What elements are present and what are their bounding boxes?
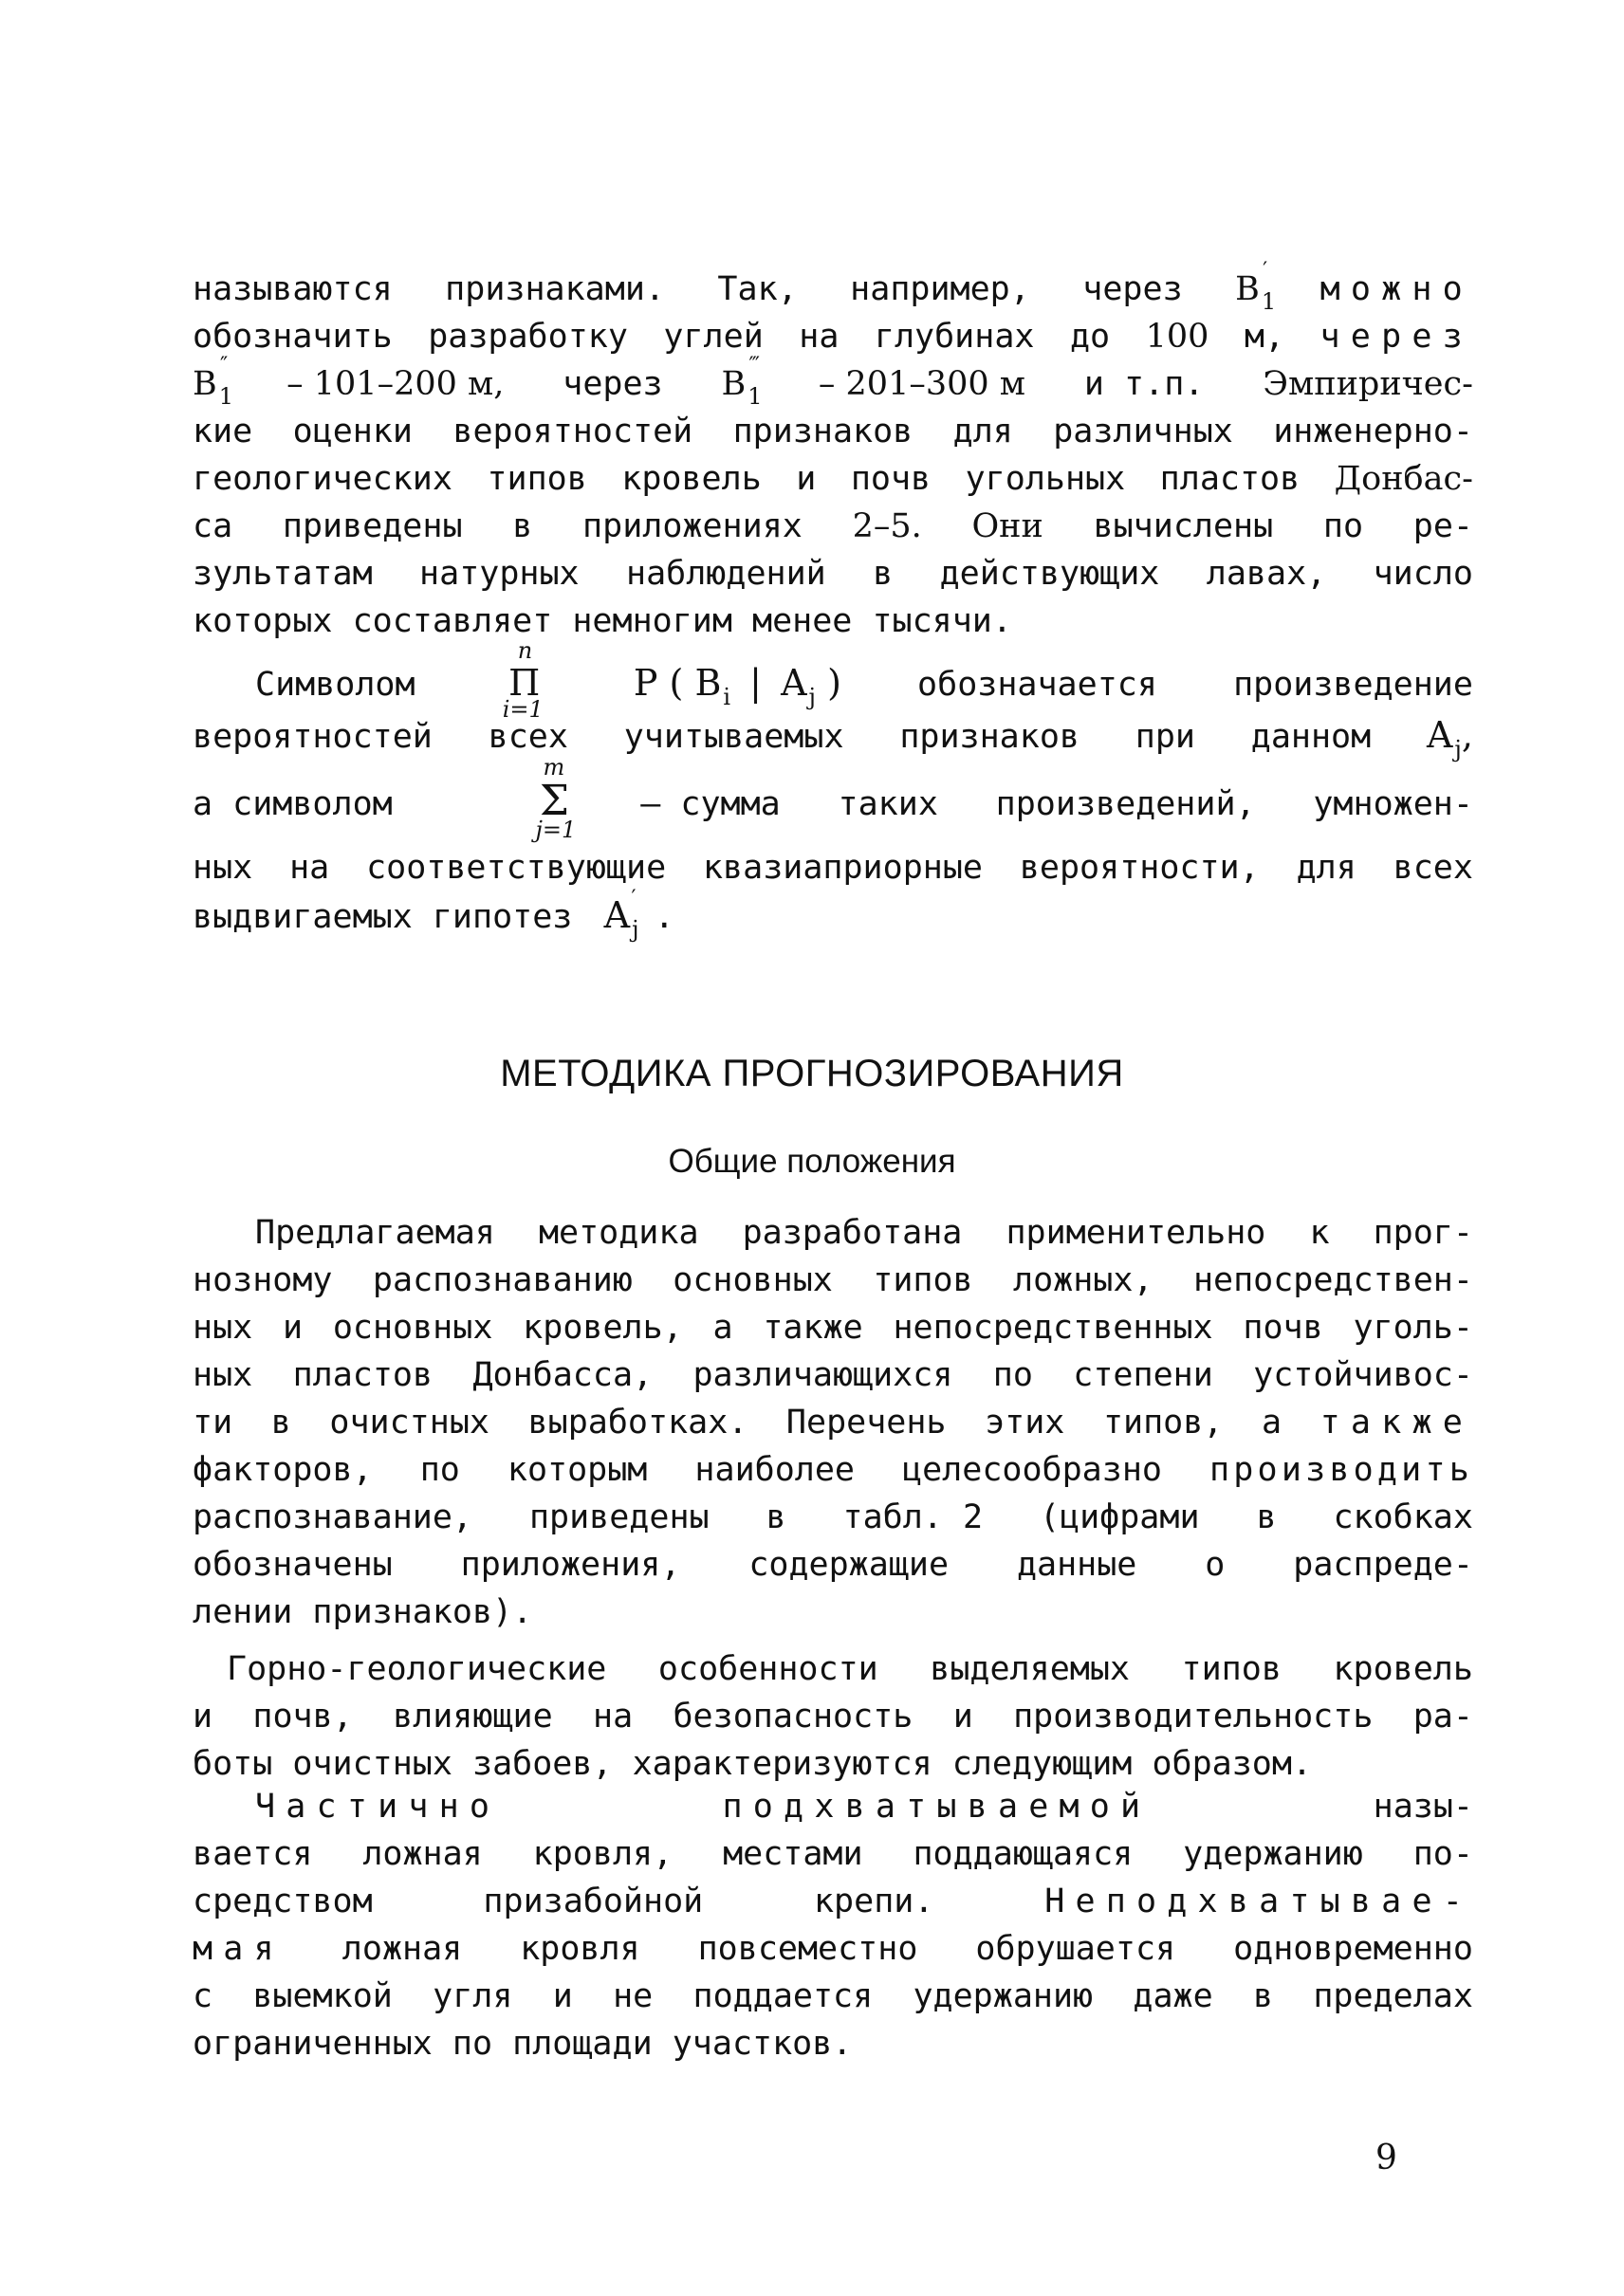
word: в [270,1404,291,1442]
word: непосредственных [893,1309,1213,1347]
word: данном [1250,718,1372,756]
word: всех [488,718,568,756]
word: Горно-геологические [227,1650,607,1688]
word: соответствующие [366,849,667,887]
word: ре- [1412,507,1473,545]
math-symbol-b1-triple-prime: $B_1^‴$ [721,354,763,410]
math-symbol-aj: $A_j$, [1426,714,1473,762]
word: по [1322,507,1364,545]
word: к [1309,1214,1330,1252]
word: кровель [1333,1650,1473,1688]
word: в [1252,1977,1274,2015]
word: методика [538,1214,699,1252]
word: наблюдений [626,555,826,593]
word: табл. 2 [842,1498,984,1536]
word: можно [1320,270,1473,308]
word: а [1261,1404,1283,1442]
word: действующих [939,555,1160,593]
word: средством [193,1883,373,1920]
word: распознаванию [372,1261,633,1299]
word: данные [1016,1546,1137,1584]
word: умножен- [1313,785,1473,823]
word: зультатам [193,555,373,593]
word: в [1256,1498,1277,1536]
word: произведений, [995,785,1256,823]
word: Предлагаемая [255,1214,495,1252]
word: – 201–300 м [818,365,1025,403]
word: Донбасса, [472,1356,654,1394]
word: число [1373,555,1473,593]
text-line [193,1830,1473,1878]
word: применительно [1006,1214,1266,1252]
word: особенности [657,1650,878,1688]
text-line [193,887,1473,943]
word: в [873,555,894,593]
word: которым [507,1451,648,1489]
word: са [193,507,233,545]
word: для [1296,849,1356,887]
line-text: лении признаков). [193,1593,533,1631]
word: производить [1209,1451,1473,1489]
word: приложениях [582,507,803,545]
word: приведены [282,507,463,545]
word: ра- [1412,1698,1473,1736]
word: прог- [1373,1214,1473,1252]
line-text: ограниченных по площади участков. [193,2025,853,2063]
word: через [563,365,663,403]
word: безопасность [673,1698,914,1736]
word: лавах, [1206,555,1327,593]
word: повсеместно [697,1930,918,1968]
sum-symbol: Σ [539,777,570,825]
word: и [952,1698,973,1736]
text-line [193,313,1473,360]
word: основных [673,1261,833,1299]
word: пределах [1313,1977,1473,2015]
text-line [193,503,1473,550]
word: Перечень [785,1404,947,1442]
word: м, [1244,318,1285,356]
word: влияющие [393,1698,553,1736]
text-line [193,1693,1473,1740]
word: вается [193,1835,313,1873]
word: типов [1181,1650,1282,1688]
word: по- [1412,1835,1473,1873]
line-text: которых составляет немногим менее тысячи. [193,602,1012,640]
word: на [799,318,840,356]
text-line [193,1541,1473,1589]
word: 100 [1145,318,1209,356]
word: также [1320,1404,1473,1442]
word: наиболее [694,1451,855,1489]
word: с [193,1977,213,2015]
formula-probability: P ( $B_i$ | $A_j$ ) [633,662,841,710]
word: не [613,1977,654,2015]
word: различающихся [692,1356,953,1394]
text-line [193,1257,1473,1304]
word: типов [873,1261,973,1299]
word: углей [663,318,764,356]
word: глубинах [874,318,1035,356]
word: пластов [1159,460,1301,498]
word: угля [433,1977,513,2015]
word: на [593,1698,634,1736]
line-text: боты очистных забоев, характеризуются следующим образом. [193,1745,1313,1783]
word: выделяемых [930,1650,1130,1688]
word: распознавание, [193,1498,473,1536]
word: кровель [621,460,762,498]
word: типов [487,460,587,498]
word: – сумма [640,785,781,823]
word: в [766,1498,786,1536]
word: ных [193,849,253,887]
word: признаков [899,718,1080,756]
word: распреде- [1293,1546,1473,1584]
product-operator [491,637,558,723]
word: даже [1133,1977,1213,2015]
word: . [654,898,674,936]
text-line [193,1494,1473,1541]
math-symbol-aj-prime: $A_j'$ [603,887,639,943]
text-line [193,1783,1473,1830]
word: выработках. [527,1404,748,1442]
word: – 101–200 м, [286,365,505,403]
text-line [193,1209,1473,1257]
word: и [552,1977,573,2015]
word: приложения, [460,1546,681,1584]
word: ложная [362,1835,483,1873]
word: например, [850,270,1030,308]
word: поддающаяся [913,1835,1134,1873]
word: ти [193,1404,233,1442]
math-symbol-b1-double-prime: $B_1''$ [193,354,234,410]
text-line [193,754,1473,843]
text-line [193,1446,1473,1494]
text-line [193,455,1473,503]
word: всех [1393,849,1473,887]
text-line [193,844,1473,891]
text-line [193,1399,1473,1446]
word: натурных [419,555,580,593]
sum-operator [526,754,582,843]
word: по [419,1451,460,1489]
word: называются [193,270,393,308]
word: Донбас- [1334,460,1473,498]
word: почв, [252,1698,353,1736]
product-upper-limit: n [517,637,533,664]
word: различных [1053,413,1233,450]
word: целесообразно [902,1451,1162,1489]
text-line [193,1589,1473,1636]
word: непосредствен- [1192,1261,1473,1299]
word: поддается [692,1977,874,2015]
word: произведение [1233,666,1473,704]
word: по [992,1356,1033,1394]
text-line [193,259,1473,315]
word: ложная [341,1930,463,1968]
word: выемкой [252,1977,393,2015]
text-line [193,1878,1473,1925]
word: и [193,1698,213,1736]
text-line [193,1925,1473,1973]
word: обозначены [193,1546,393,1584]
page-number: 9 [1375,2139,1397,2177]
word: геологических [193,460,452,498]
word: Так, [717,270,798,308]
text-line [193,637,1473,723]
word: мая [193,1930,285,1968]
word: вычислены [1093,507,1274,545]
word: обозначить [193,318,393,356]
section-subheading: Общие положения [668,1143,956,1180]
text-line [193,354,1473,410]
word: Неподхватывае- [1044,1883,1473,1920]
word: очистных [329,1404,489,1442]
word: подхватываемой [722,1788,1152,1826]
word: также [763,1309,863,1347]
word: 2–5. [852,507,922,545]
word: факторов, [193,1451,373,1489]
word: таких [838,785,938,823]
word: кровля [520,1930,640,1968]
word: а символом [193,785,393,823]
word: через [1082,270,1183,308]
text-line [193,1351,1473,1399]
word: этих [985,1404,1065,1442]
word: разработана [742,1214,963,1252]
word: устойчивос- [1253,1356,1473,1394]
text-line [193,1645,1473,1693]
product-symbol: Π [508,662,541,704]
word: Эмпиричес- [1263,365,1473,403]
word: через [1320,318,1473,356]
word: разработку [428,318,628,356]
word: Они [971,507,1043,545]
word: типов, [1102,1404,1224,1442]
word: производительность [1013,1698,1374,1736]
word: крепи. [813,1883,934,1920]
word: вероятностей [452,413,693,450]
word: (цифрами [1039,1498,1200,1536]
section-heading: МЕТОДИКА ПРОГНОЗИРОВАНИЯ [500,1053,1124,1094]
word: для [952,413,1013,450]
word: назы- [1373,1788,1473,1826]
word: в [512,507,533,545]
product-lower-limit: i=1 [502,696,544,723]
word: ложных, [1013,1261,1153,1299]
word: и [796,460,817,498]
word: учитываемых [623,718,844,756]
word: до [1069,318,1111,356]
word: угольных [965,460,1126,498]
word: почв [850,460,932,498]
text-line [193,1973,1473,2020]
text-line [193,1304,1473,1351]
word: призабойной [483,1883,704,1920]
text-line [193,597,1473,645]
word: почв [1243,1309,1323,1347]
word: приведены [528,1498,710,1536]
word: квазиаприорные [702,849,983,887]
word: удержанию [913,1977,1094,2015]
word: кие [193,413,253,450]
word: обозначается [917,666,1157,704]
word: ных [193,1356,253,1394]
word: оценки [292,413,414,450]
word: инженерно- [1273,413,1473,450]
sum-lower-limit: j=1 [535,817,577,843]
word: о [1205,1546,1226,1584]
word: обрушается [975,1930,1176,1968]
text-line [193,711,1473,762]
word: признаков [732,413,914,450]
word: кровель, [523,1309,683,1347]
word: на [289,849,330,887]
word: удержанию [1183,1835,1363,1873]
word: ных [193,1309,253,1347]
word: при [1135,718,1195,756]
word: Частично [255,1788,501,1826]
text-line [193,1740,1473,1788]
word: кровля, [532,1835,674,1873]
word: вероятности, [1019,849,1260,887]
text-line [193,550,1473,597]
word: нозному [193,1261,333,1299]
word: местами [723,1835,863,1873]
word: степени [1073,1356,1213,1394]
word: основных [332,1309,493,1347]
text-line [193,2020,1473,2067]
word: признаками. [445,270,665,308]
word: и т.п. [1083,365,1205,403]
word: одновременно [1233,1930,1473,1968]
word: Символом [255,666,415,704]
word: выдвигаемых гипотез [193,898,573,936]
text-line [193,408,1473,455]
word: вероятностей [193,718,433,756]
math-symbol-b1-prime: $B_1'$ [1235,259,1277,315]
word: скобках [1333,1498,1473,1536]
word: и [282,1309,304,1347]
sum-upper-limit: m [543,754,565,781]
word: пластов [292,1356,434,1394]
word: уголь- [1353,1309,1473,1347]
word: а [712,1309,733,1347]
word: содержащие [748,1546,950,1584]
